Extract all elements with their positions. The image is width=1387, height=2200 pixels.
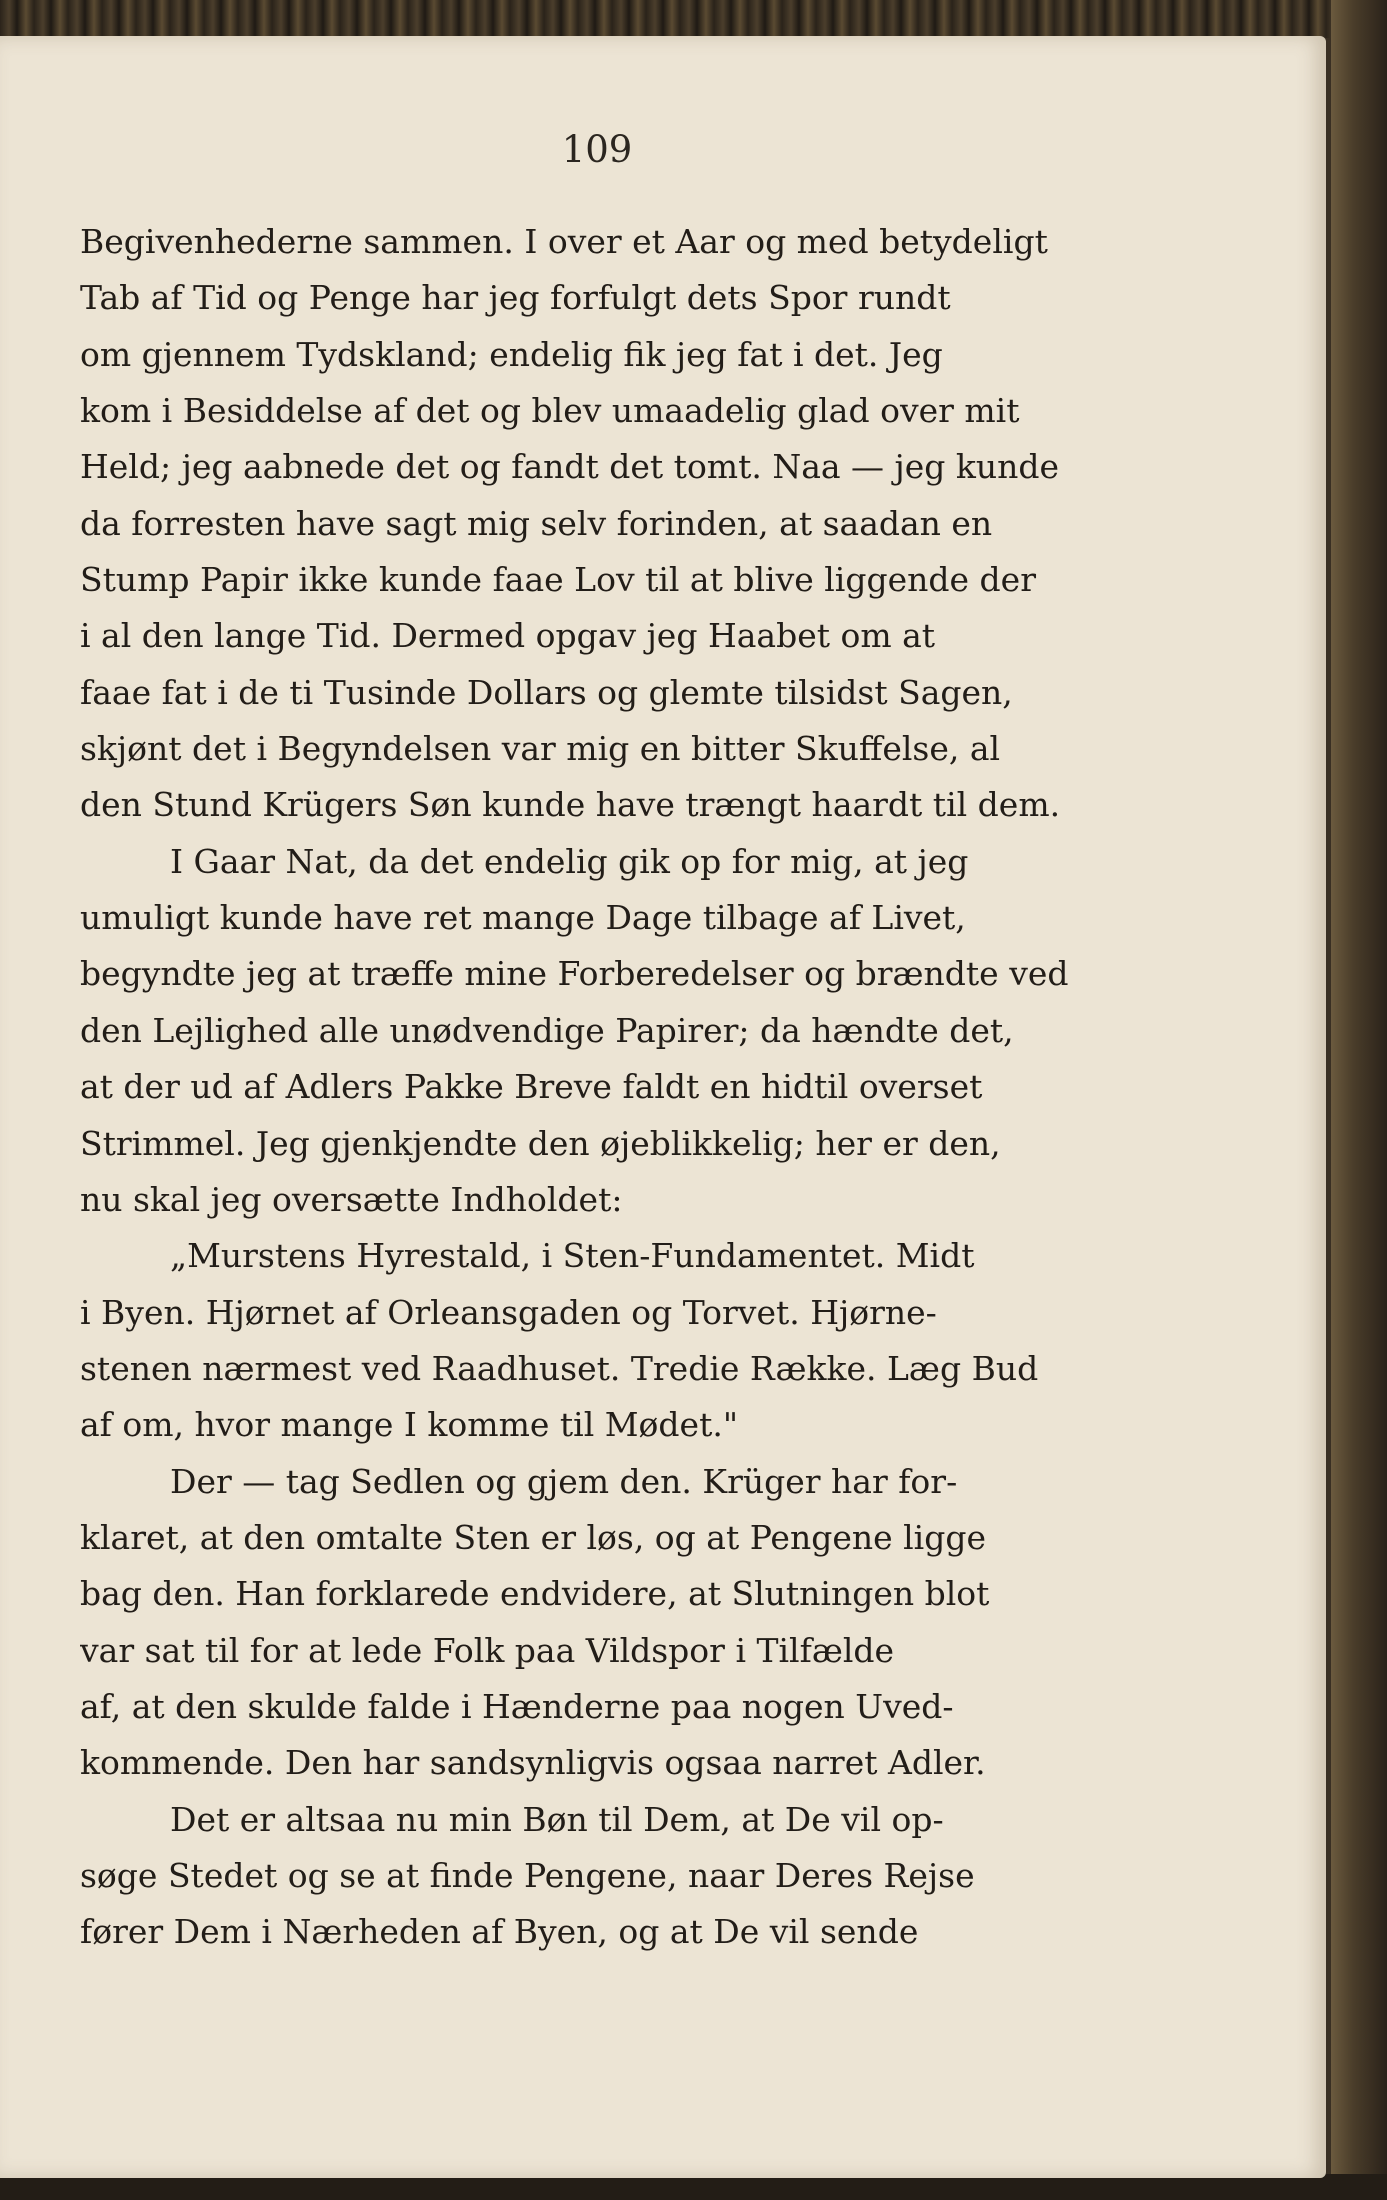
text-line: Held; jeg aabnede det og fandt det tomt. Naa — jeg kunde [80, 447, 1060, 487]
text-line: da forresten have sagt mig selv forinden, at saadan en [80, 503, 993, 543]
text-line: Stump Papir ikke kunde faae Lov til at blive liggende der [80, 560, 1036, 600]
text-line: den Stund Krügers Søn kunde have trængt haardt til dem. [80, 785, 1061, 825]
text-line: umuligt kunde have ret mange Dage tilbage af Livet, [80, 898, 966, 938]
text-line: faae fat i de ti Tusinde Dollars og glemte tilsidst Sagen, [80, 672, 1013, 712]
text-line: stenen nærmest ved Raadhuset. Tredie Række. Læg Bud [80, 1348, 1039, 1388]
text-line: i Byen. Hjørnet af Orleansgaden og Torvet. Hjørne- [80, 1292, 937, 1332]
book-binding-edge [1331, 0, 1387, 2200]
text-line: skjønt det i Begyndelsen var mig en bitter Skuffelse, al [80, 729, 1001, 769]
text-line: kom i Besiddelse af det og blev umaadelig glad over mit [80, 391, 1020, 431]
text-line: søge Stedet og se at finde Pengene, naar Deres Rejse [80, 1855, 975, 1895]
text-line: Tab af Tid og Penge har jeg forfulgt dets Spor rundt [80, 278, 951, 318]
text-line: Strimmel. Jeg gjenkjendte den øjeblikkelig; her er den, [80, 1123, 1001, 1163]
text-line: „Murstens Hyrestald, i Sten-Fundamentet. Midt [170, 1236, 975, 1276]
text-line: bag den. Han forklarede endvidere, at Slutningen blot [80, 1574, 990, 1614]
text-line: nu skal jeg oversætte Indholdet: [80, 1179, 623, 1219]
body-text [80, 214, 1112, 1961]
text-line: kommende. Den har sandsynligvis ogsaa narret Adler. [80, 1743, 986, 1783]
text-line: begyndte jeg at træffe mine Forberedelser og brændte ved [80, 954, 1069, 994]
text-line: Der — tag Sedlen og gjem den. Krüger har for- [170, 1461, 958, 1501]
text-line: var sat til for at lede Folk paa Vildspor i Tilfælde [80, 1630, 895, 1670]
page-sheet [0, 36, 1326, 2178]
book-edge-top [0, 0, 1387, 38]
text-line: i al den lange Tid. Dermed opgav jeg Haabet om at [80, 616, 936, 656]
page-number: 109 [561, 128, 633, 171]
text-line: I Gaar Nat, da det endelig gik op for mig, at jeg [170, 841, 969, 881]
text-line: Det er altsaa nu min Bøn til Dem, at De vil op- [170, 1799, 944, 1839]
text-line: Begivenhederne sammen. I over et Aar og med betydeligt [80, 222, 1048, 261]
text-line: om gjennem Tydskland; endelig fik jeg fat i det. Jeg [80, 334, 943, 374]
text-line: klaret, at den omtalte Sten er løs, og at Pengene ligge [80, 1517, 987, 1557]
text-line: af om, hvor mange I komme til Mødet." [80, 1405, 739, 1445]
text-line: af, at den skulde falde i Hænderne paa nogen Uved- [80, 1686, 954, 1726]
text-line: den Lejlighed alle unødvendige Papirer; da hændte det, [80, 1010, 1014, 1050]
text-line: fører Dem i Nærheden af Byen, og at De vil sende [80, 1912, 919, 1952]
text-line: at der ud af Adlers Pakke Breve faldt en hidtil overset [80, 1067, 983, 1107]
